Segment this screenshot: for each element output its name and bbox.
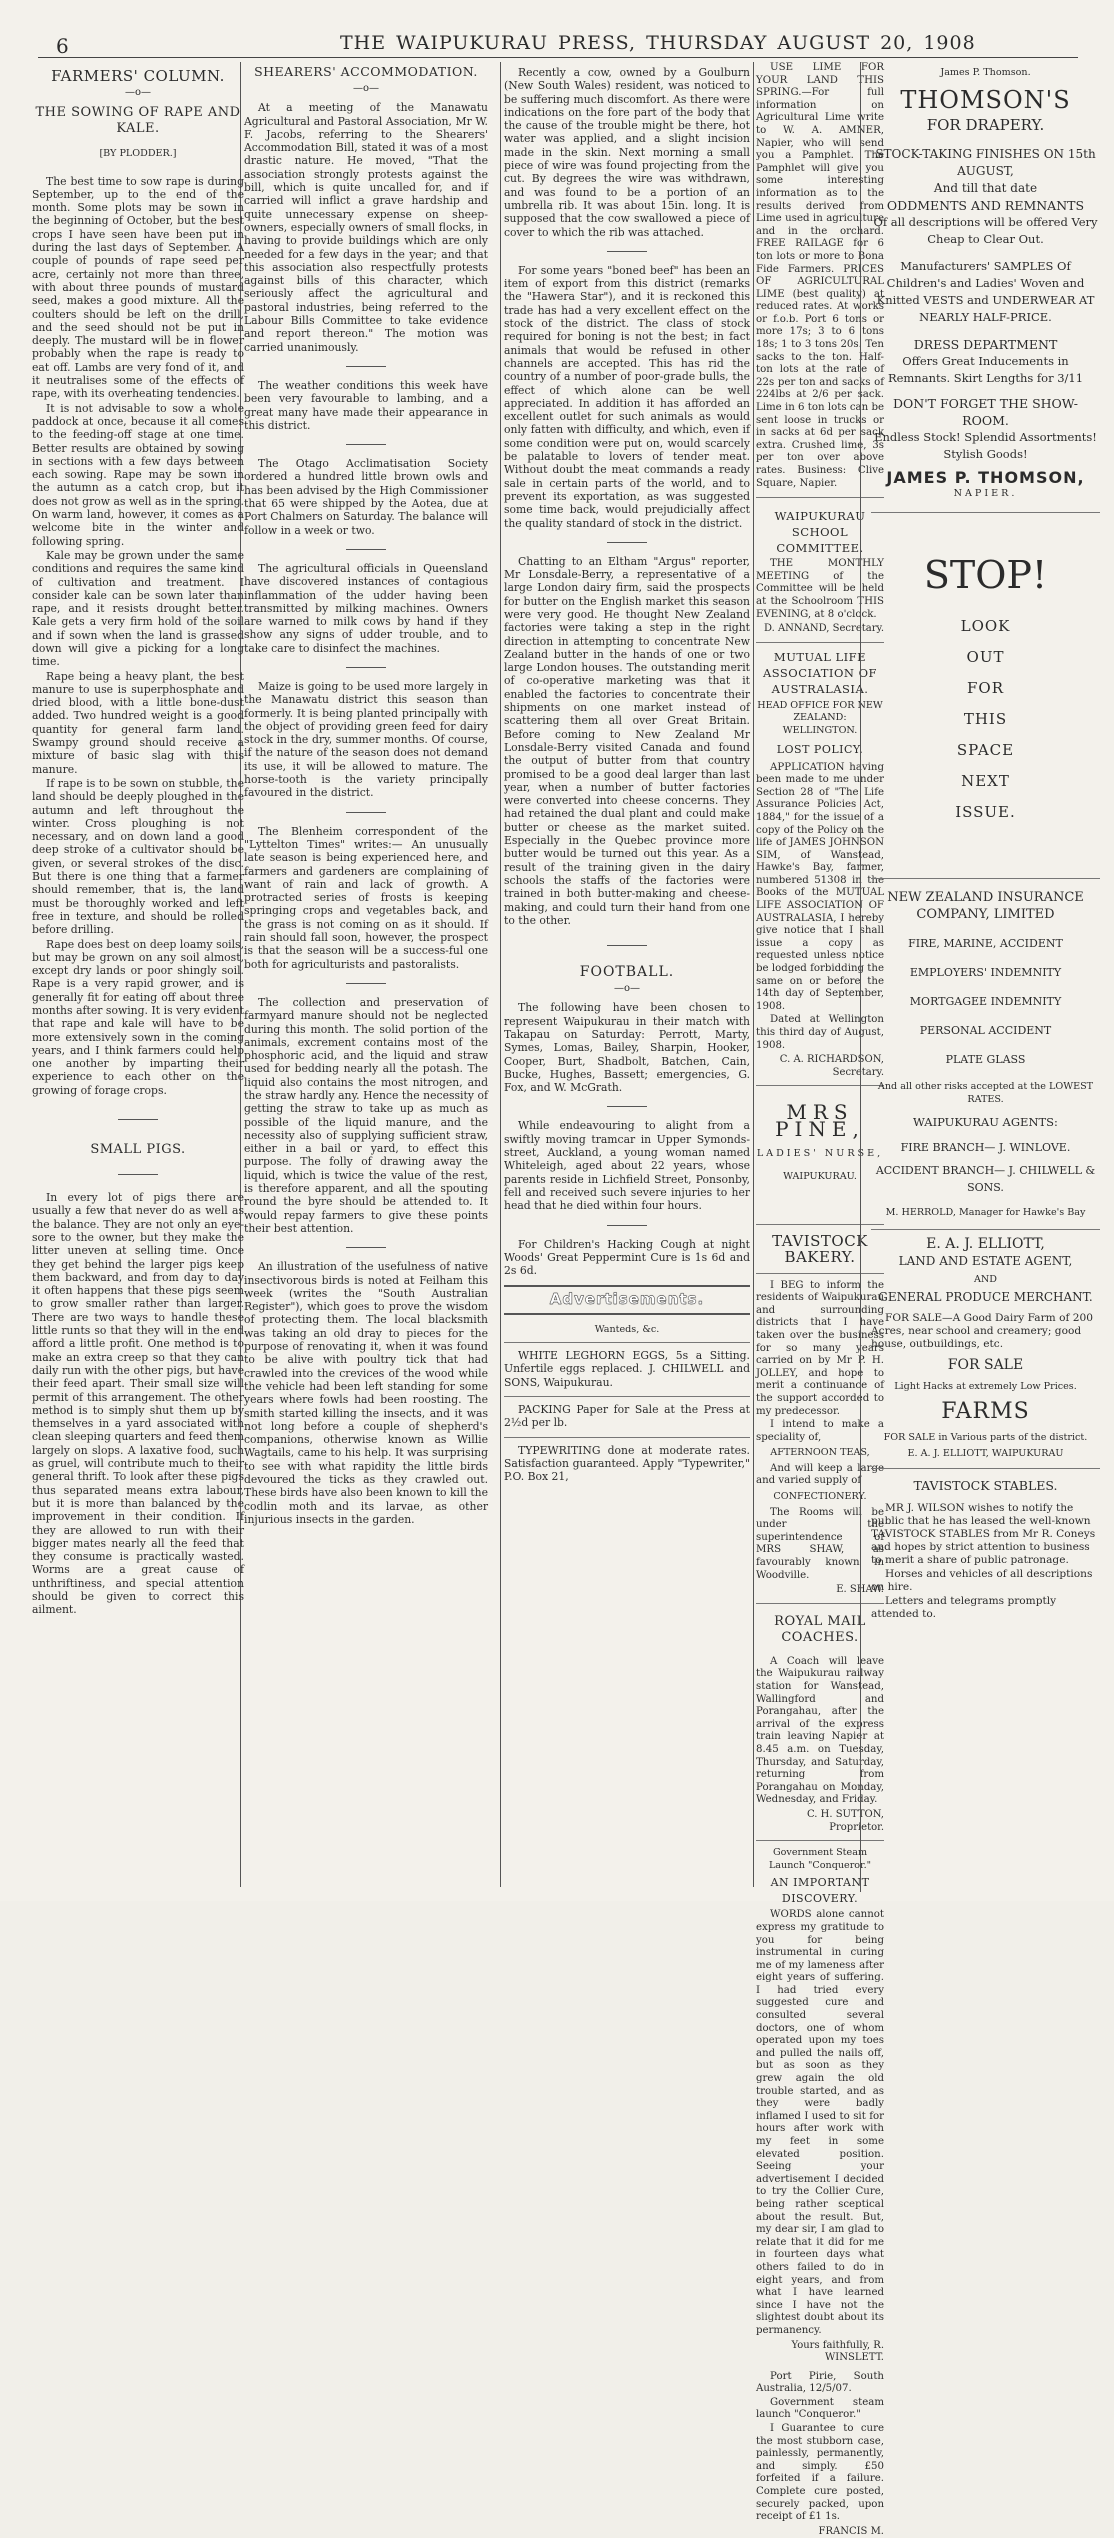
byline: [BY PLODDER.] [99,148,177,160]
masthead [38,24,1078,58]
ad-text: PACKING Paper for Sale at the Press at 2½d per lb. [504,1402,750,1430]
stocktaking: STOCK-TAKING FINISHES ON 15th AUGUST, [875,147,1096,178]
ad-typewriting [504,1438,750,1491]
paragraph: Rape does best on deep loamy soils, but may be grown on any soil almost, except dry lands or poor shingly soil. Rape is a very rapid grower, and is generally fit for eating off about three months after sowing. It is very evident that rape and kale will have to be more extensively sown in the coming years, and I think farmers could help one another by imparting their experience to each other on the growing of forage crops. [32,937,244,1097]
paragraph: At a meeting of the Manawatu Agricultural and Pastoral Association, Mr W. F. Jacobs, referring to the Shearers' Accommodation Bill, stated it was of a most drastic nature. He moved, "That the association strongly protests against the bill, which is quite uncalled for, and if carried will inflict a grave hardship and quite unnecessary expense on sheep-owners, especially owners of small flocks, in having to provide buildings which are only needed for a few days in the year; and that this association also respectfully protests against bills of this character, which seriously affect the agricultural and pastoral industries, being referred to the Labour Bills Committee to take evidence and report thereon." The motion was carried unanimously. [244,101,488,354]
stop-heading: STOP! [923,553,1048,597]
nzi-line: PERSONAL ACCIDENT [919,1024,1052,1037]
ad-text: WHITE LEGHORN EGGS, 5s a Sitting. Unfertile eggs replaced. J. CHILWELL and SONS, Waipukurau. [504,1349,750,1389]
thomson-name: JAMES P. THOMSON, [886,468,1085,487]
paragraph: The best time to sow rape is during September, up to the end of the month. Some plots may be sown in the beginning of October, but the best crops I have seen have been put in during the last days of September. A couple of pounds of rape seed per acre, certainly not more than three, with about three pounds of mustard seed, makes a good mixture. All the coulters should be left on the drill, and the seed should not be put in deeply. The mustard will be in flower probably when the rape is ready to eat off. Lambs are very fond of it, and it neutralises some of the effects of rape, with its overheating tendencies. [32,174,244,401]
column-shearers [244,60,488,1890]
wanteds-subheading: Wanteds, &c. [594,1323,660,1335]
school-committee-heading: WAIPUKURAU SCHOOL COMMITTEE. [774,509,866,556]
agents-heading: WAIPUKURAU AGENTS: [913,1115,1058,1129]
divider [346,366,386,367]
divider [607,945,647,946]
nzi-heading: NEW ZEALAND INSURANCE COMPANY, LIMITED [887,890,1084,922]
farms-signature: E. A. J. ELLIOTT, WAIPUKURAU [907,1448,1064,1459]
signature: FRANCIS M. [818,2525,884,2537]
and-word: AND [973,1274,997,1285]
paragraph: The collection and preservation of farmyard manure should not be neglected during this month. The solid portion of the animals, excrement contains most of the phosphoric acid, and the liquid and straw used for bedding nearly all the potash. The liquid also contains the most nitrogen, and the straw hardly any. Hence the necessity of getting the straw to take up as much as possible of the liquid manure, and the necessity also of supplying sufficient straw, either in a bail or yard, to effect this purpose. The folly of drawing away the liquid, which is twice the value of the rest, is therefore apparent, and all the spouting round the byre should be attended to. It would repay farmers to give these points their best attention. [244,995,488,1235]
signature: C. A. RICHARDSON, Secretary. [779,1054,884,1078]
divider [346,983,386,984]
for-drapery: FOR DRAPERY. [926,116,1045,134]
fire-branch: FIRE BRANCH— J. WINLOVE. [900,1141,1071,1154]
royal-mail-heading: ROYAL MAIL COACHES. [774,1613,866,1645]
paragraph: For some years "boned beef" has been an item of export from this district (remarks the "Hawera Star"), and it is reckoned this trade has had a very excellent effect on the stock of the district. The class of stock required for boning is not the best; in fact animals that would be refused in other channels are accepted. This has rid the country of a number of poor-grade bulls, the effect of which alone can be well appreciated. In addition it has afforded an excellent outlet for such animals as would only fatten with difficulty, and which, even if some condition were put on, would scarcely be palatable to lovers of tender meat. Without doubt the meat commands a ready sale in certain parts of the world, and to prevent its exportation, as was suggested some time back, would prejudicially affect the quality standard of stock in the district. [504,263,750,530]
dont-forget: DON'T FORGET THE SHOW-ROOM. [893,396,1078,428]
signature: C. H. SUTTON, Proprietor. [806,1808,884,1833]
page-number: 6 [56,34,69,58]
paragraph: The Otago Acclimatisation Society ordered a hundred little brown owls and has been advised by the High Commissioner that 65 were shipped by the Aotea, due at Port Chalmers on Saturday. The balance will follow in a week or two. [244,457,488,537]
notice-text: I BEG to inform the residents of Waipukurau and surrounding districts that I have taken over the business for so many years carried on by Mr P. H. JOLLEY, and hope to merit a continuance of the support accorded to my predecessor. [756,1279,884,1417]
ad-packing-paper [504,1397,750,1438]
nzi-line: PLATE GLASS [945,1053,1026,1066]
confectionery: CONFECTIONERY. [773,1491,867,1503]
signature: Yours faithfully, R. WINSLETT. [791,2339,884,2364]
light-hacks: Light Hacks at extremely Low Prices. [894,1381,1077,1392]
divider [346,549,386,550]
farmers-column-heading: FARMERS' COLUMN. [51,67,225,85]
dress-department: DRESS DEPARTMENT [913,337,1058,352]
football-heading: FOOTBALL. [579,964,675,981]
divider [607,542,647,543]
article-title: SHEARERS' ACCOMMODATION. [254,64,478,79]
till-date: And till that date [933,181,1038,195]
notice-text: I Guarantee to cure the most stubborn case, painlessly, permanently, and simply. £50 forfeited if a failure. Complete cure posted, securely packed, upon receipt of £1 1s. [756,2423,884,2523]
ad-text: FOR SALE—A Good Dairy Farm of 200 Acres, near school and creamery; good house, outbuildings, etc. [871,1312,1093,1350]
ad-text: Letters and telegrams promptly attended to. [871,1595,1057,1620]
divider [607,1106,647,1107]
dress-offers: Offers Great Inducements in Remnants. Skirt Lengths for 3/11 [887,354,1084,385]
herrold: M. HERROLD, Manager for Hawke's Bay [885,1207,1086,1218]
divider [118,1174,158,1175]
paragraph: It is not advisable to sow a whole paddock at once, because it all comes to the feeding-off stage at one time. Better results are obtained by sowing in sections with a few days between each sowing. Rape may be sown in the autumn as a catch crop, but it does not grow as well as in the spring. On warm land, however, it comes as a welcome bite in the winter and following spring. [32,401,244,548]
stop-line: THIS [963,710,1008,728]
offered: Of all descriptions will be offered Very Cheap to Clear Out. [873,215,1098,246]
stop-line: FOR [967,679,1004,697]
article-title: THE SOWING OF RAPE AND KALE. [35,105,241,137]
paragraph: Kale may be grown under the same conditions and requires the same kind of cultivation and treatment. I consider kale can be sown later than rape, and it resists drought better. Kale gets a very firm hold of the soil and if sown when the land is grassed down will give a picking for a long time. [32,548,244,669]
paragraph: The weather conditions this week have been very favourable to lambing, and a great many have made their appearance in this district. [244,378,488,432]
divider [607,251,647,252]
stop-line: LOOK [960,617,1011,635]
notice-text: WORDS alone cannot express my gratitude to you for being instrumental in curing me of my lameness after eight years of suffering. I had tried every suggested cure and consulted several doctors, one of whom operated upon my toes and pulled the nails off, but as soon as they grew again the old trouble started, and as they were badly inflamed I used to sit for hours after work with my feet in some elevated position. Seeing your advertisement I decided to try the Collier Cure, being rather sceptical about the result. But, my dear sir, I am glad to relate that it did for me in fourteen days what others failed to do in eight years, and from what I have learned since I have not the slightest doubt about its permanency. [756,1909,884,2336]
elliott-name: E. A. J. ELLIOTT, [926,1236,1045,1252]
thomsons-heading: THOMSON'S [900,86,1071,114]
for-sale-heading: FOR SALE [947,1357,1024,1373]
signature: D. ANNAND, Secretary. [763,623,884,635]
divider [346,444,386,445]
nzi-line: MORTGAGEE INDEMNITY [909,995,1062,1008]
divider [346,667,386,668]
paragraph: The Blenheim correspondent of the "Lyttelton Times" writes:— An unusually late season is being experienced here, and farmers and gardeners are complaining of want of rain and lack of growth. A protracted series of frosts is keeping springing crops and vegetables back, and the grass is not coming on as it should. If rain should fall soon, however, the prospect is that the season will be a success-ful one both for agriculturists and pastoralists. [244,824,488,971]
stop-line: OUT [966,648,1005,666]
thomson-napier: NAPIER. [953,488,1018,499]
oddments: ODDMENTS AND REMNANTS [886,198,1085,213]
notice-text: APPLICATION having been made to me under Section 28 of "The Life Assurance Policies Act, 1884," for the issue of a copy of the Policy on the life of JAMES JOHNSON SIM, of Wanstead, Hawke's Bay, farmer, numbered 51308 in the Books of the MUTUAL LIFE ASSOCIATION OF AUSTRALASIA, I hereby give notice that I shall issue a copy as requested unless notice be lodged forbidding the same on or before the 14th day of September, 1908. [756,761,884,1012]
nzi-line: FIRE, MARINE, ACCIDENT [908,937,1063,950]
samples: Manufacturers' SAMPLES Of Children's and Ladies' Woven and Knitted VESTS and UNDERWEAR AT NEARLY HALF-PRICE. [876,259,1095,324]
mrs-pine-name: MRS PINE, [775,1100,865,1142]
newspaper-title: THE WAIPUKURAU PRESS, THURSDAY AUGUST 20, 1908 [340,32,976,54]
ad-text: USE LIME FOR YOUR LAND THIS SPRING.—For full information on Agricultural Lime write to W. A. AMNER, Napier, who will send you a Pamphlet. The Pamphlet will give you some interesting information as to the results derived from Lime used in agriculture and in the orchard. FREE RAILAGE for 6 ton lots or more to Bona Fide Farmers. PRICES OF AGRICULTURAL LIME (best quality) at reduced rates. At works or f.o.b. Port 6 tons or more 17s; 3 to 6 tons 18s; 1 to 3 tons 20s. Ten sacks to the ton. Half-ton lots at the rate of 22s per ton and sacks of 224lbs at 2/6 per sack. Lime in 6 ton lots can be sent loose in trucks or in sacks at 6d per sack extra. Crushed lime, 3s per ton over above rates. Business: Clive Square, Napier. [756,62,884,489]
paragraph: If rape is to be sown on stubble, the land should be deeply ploughed in the autumn and left throughout the winter. Cross ploughing is not necessary, and on down land a good deep stroke of a cultivator should be given, or several strokes of the disc. But there is one thing that a farmer should remember, that is, the land must be thoroughly worked and left free in texture, and should be rolled before drilling. [32,776,244,937]
head-office: HEAD OFFICE FOR NEW ZEALAND: WELLINGTON. [757,699,883,736]
paragraph: The following have been chosen to represent Waipukurau in their match with Takapau on Saturday: Perrott, Marty, Symes, Lomas, Bailey, Sharpin, Hooker, Cooper, Burt, Shadbolt, Batchen, Cain, Bucke, Hughes, Bassett; emergencies, G. Fox, and W. McGrath. [504,1001,750,1095]
produce-merchant: GENERAL PRODUCE MERCHANT. [878,1290,1093,1304]
james-thomson-top: James P. Thomson. [940,67,1031,78]
launch-label: Government Steam Launch "Conqueror." [768,1847,872,1871]
stop-line: ISSUE. [955,803,1016,821]
ornament: —o— [613,983,641,995]
other-risks: And all other risks accepted at the LOWEST RATES. [877,1081,1094,1105]
paragraph: While endeavouring to alight from a swiftly moving tramcar in Upper Symonds-street, Auckland, a young woman named Whiteleigh, aged about 22 years, whose parents reside in Lichfield Street, Ponsonby, fell and received such severe injuries to her head that he died within four hours. [504,1119,750,1213]
lost-policy-heading: LOST POLICY. [776,742,864,756]
notice-text: A Coach will leave the Waipukurau railway station for Wanstead, Wallingford and Porangahau, after the arrival of the express train leaving Napier at 8.45 a.m. on Tuesday, Thursday, and Saturday, returning from Porangahau on Monday, Wednesday, and Friday. [756,1655,884,1806]
paragraph: In every lot of pigs there are usually a few that never do as well as the balance. They are not only an eye-sore to the owner, but they make the litter uneven at selling time. Once they get behind the larger pigs keep them backward, and from day to day it often happens that these pigs seem to grow smaller rather than larger. There are two ways to handle these little runts so that they will in the end afford a little profit. One method is to make an extra creep so that they can daily run with the other pigs, but have their feed apart. Their small size will permit of this arrangement. The other method is to simply shut them up by themselves in a yard associated with clean sleeping quarters and feed them largely on slops. A laxative food, such as gruel, will contribute much to their general thrift. To look after these pigs thus separated means extra labour, but it is more than balanced by the improvement in their condition. If they are allowed to run with their bigger mates nearly all the feed that they consume is practically wasted. Worms are a great cause of unthriftiness, and special attention should be given to correct this ailment. [32,1191,244,1617]
accident-branch: ACCIDENT BRANCH— J. CHILWELL & SONS. [875,1164,1096,1194]
nzi-line: EMPLOYERS' INDEMNITY [909,966,1062,979]
farms-heading: FARMS [941,1399,1030,1424]
notice-text: And will keep a large and varied supply of [756,1462,884,1487]
pine-place: WAIPUKURAU. [783,1170,857,1182]
divider [607,1225,647,1226]
discovery-heading: AN IMPORTANT DISCOVERY. [770,1876,870,1906]
ad-text: TYPEWRITING done at moderate rates. Satisfaction guaranteed. Apply "Typewriter," P.O. Box 21, [504,1443,750,1484]
notice-text: The Rooms will be under the superintendence of MRS SHAW, as favourably known in Woodville. [756,1506,884,1581]
paragraph: An illustration of the usefulness of native insectivorous birds is noted at Feilham this week (writes the "South Australian Register"), which goes to prove the wisdom of protecting them. The local blacksmith was taking an old dray to pieces for the purpose of renovating it, when it was found to be alive with poultry tick that had crawled into the crevices of the wood while the vehicle had been left standing for some years where fowls had been roosting. The smith started killing the insects, and it was not long before a couple of shepherd's companions, otherwise known as Willie Wagtails, came to his help. It was surprising to see with what rapidity the little birds devoured the ticks as they crawled out. These birds have also been known to kill the codlin moth and its larvae, as other injurious insects in the garden. [244,1260,488,1526]
endless-stock: Endless Stock! Splendid Assortments! Stylish Goods! [874,430,1097,461]
paragraph: For Children's Hacking Cough at night Woods' Great Peppermint Cure is 1s 6d and 2s 6d. [504,1237,750,1278]
signature: E. SHAW. [836,1584,884,1596]
ad-leghorn-eggs [504,1342,750,1397]
stop-line: SPACE [956,741,1015,759]
divider [118,1119,158,1120]
land-agent: LAND AND ESTATE AGENT, [898,1254,1073,1268]
ornament: —o— [352,83,380,94]
column-ads [860,62,1100,1892]
divider [346,1247,386,1248]
paragraph: Rape being a heavy plant, the best manure to use is superphosphate and dried blood, with a little bone-dust added. Two hundred weight is a good quantity for general farm land. Swampy ground should receive a mixture of basic slag with this manure. [32,669,244,776]
paragraph: Chatting to an Eltham "Argus" reporter, Mr Lonsdale-Berry, a representative of a large London dairy firm, said the prospects for butter on the English market this season were very good. He thought New Zealand factories were taking a step in the right direction in attempting to concentrate New Zealand butter in the hands of one or two large London houses. The outstanding merit of co-operative marketing was that it enabled the factories to concentrate their shipments on one market instead of scattering them all over Great Britain. Before coming to New Zealand Mr Lonsdale-Berry visited Canada and found the output of butter from that country promised to be a good deal larger than last year, when a number of butter factories were converted into cheese concerns. They had retained the dual plant and could make butter or cheese as the market suited. Especially in the Quebec province more butter would be turned out this year. As a result of the training given in the dairy schools the staffs of the factories were trained in both butter-making and cheese-making, and could turn their hand from one to the other. [504,554,750,927]
column-farmers [32,60,244,1890]
notice-text: I intend to make a speciality of, [756,1419,884,1443]
ad-text: Horses and vehicles of all descriptions on hire. [871,1568,1093,1593]
notice-text: THE MONTHLY MEETING of the Committee will be held at the Schoolroom THIS EVENING, at 8 o'clock. [756,558,884,620]
ad-text: MR J. WILSON wishes to notify the public that he has leased the well-known TAVISTOCK STABLES from Mr R. Coneys and hopes by strict attention to business to merit a share of public patronage. [871,1502,1096,1566]
stop-line: NEXT [961,772,1010,790]
afternoon-teas: AFTERNOON TEAS, [770,1447,870,1459]
paragraph: Maize is going to be used more largely in the Manawatu district this season than formerly. It is being planted principally with the object of providing green feed for dairy stock in the dry, summer months. Of course, if the nature of the season does not demand its use, it will be allowed to mature. The horse-tooth is the variety principally favoured in the district. [244,679,488,800]
article-title: SMALL PIGS. [90,1142,186,1158]
paragraph: The agricultural officials in Queensland have discovered instances of contagious inflammation of the udder having been transmitted by milking machines. Owners are warned to milk cows by hand if they show any signs of udder trouble, and to take care to disinfect the machines. [244,561,488,655]
ornament: —o— [124,87,152,98]
farms-sale: FOR SALE in Various parts of the district. [883,1432,1088,1443]
tavistock-stables-heading: TAVISTOCK STABLES. [913,1478,1058,1493]
paragraph: Recently a cow, owned by a Goulburn (New South Wales) resident, was noticed to be suffering much discomfort. As there were indications on the fore part of the body that the cause of the trouble might be there, hot water was applied, and a slight incision made in the skin. Next morning a small piece of wire was found projecting from the cut. By degrees the wire was withdrawn, and was found to be a portion of an umbrella rib. It was about 15in. long. It is supposed that the cow swallowed a piece of cover to which the rib was attached. [504,66,750,239]
notice-text: Dated at Wellington this third day of August, 1908. [756,1014,884,1051]
tavistock-bakery-heading: TAVISTOCK BAKERY. [772,1231,868,1266]
notice-text: Government steam launch "Conqueror." [756,2396,884,2421]
ladies-nurse: LADIES' NURSE, [756,1148,884,1160]
advertisements-heading: Advertisements. [549,1290,705,1309]
divider [346,812,386,813]
notice-text: Port Pirie, South Australia, 12/5/07. [756,2370,884,2395]
column-news [504,60,750,1890]
mutual-life-heading: MUTUAL LIFE ASSOCIATION OF AUSTRALASIA. [762,649,878,696]
